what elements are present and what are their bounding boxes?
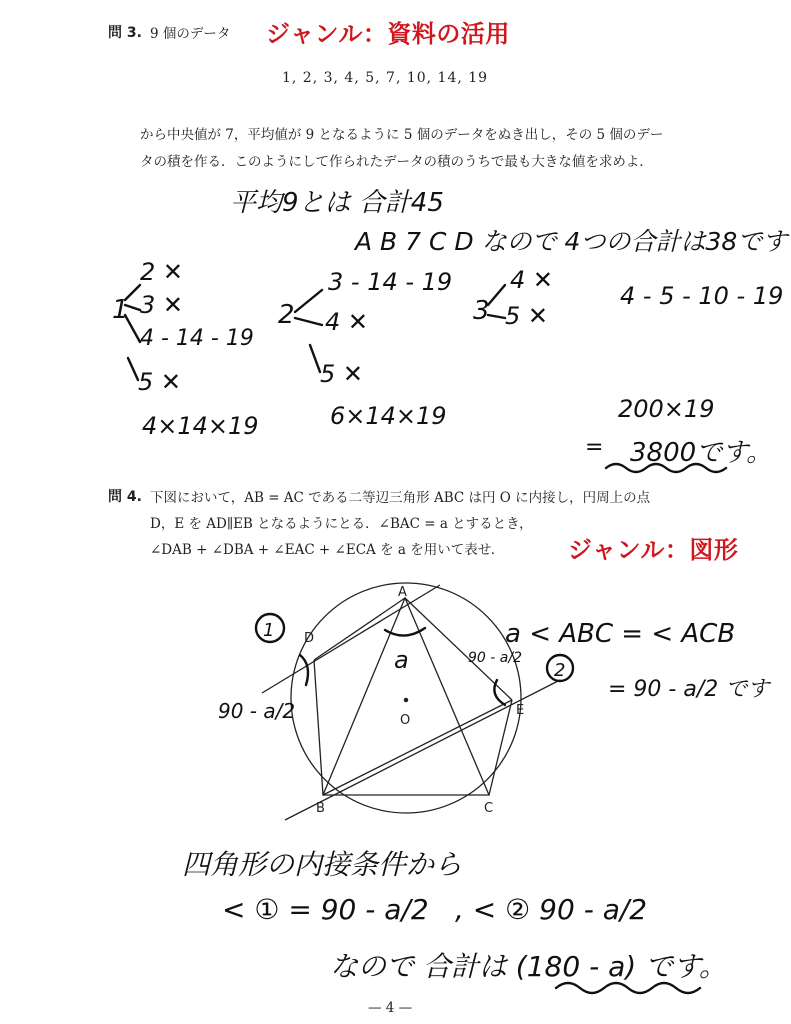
problem-3-text-line1: から中央値が 7，平均値が 9 となるように 5 個のデータをぬき出し，その 5 個のデー [140,127,664,143]
problem-3-strokes [0,0,791,500]
label-b: B [316,801,325,816]
tree3-stroke [488,315,505,318]
problem-4-text-line2: D，E を AD∥EB となるようにとる．∠BAC = a とするとき， [150,516,533,532]
tree1-branch-4: 4 - 14 - 19 [140,326,254,351]
geometry-figure [0,570,791,850]
tree1-branch-2: 2 ✕ [140,258,184,286]
product-2: 6×14×19 [330,402,447,430]
answer-3800: 3800です。 [630,438,773,468]
tree2-branch-5: 5 ✕ [320,360,364,388]
label-e: E [516,703,525,718]
tree1-stroke [125,305,140,310]
equals-sign: = [585,435,604,460]
tree1-stroke [128,358,138,380]
line-eb-extended [285,680,560,820]
genre-label-q4: ジャンル：図形 [568,536,739,564]
problem-3-number: 問 3. [108,25,142,41]
problem-3-title: 9 個のデータ [150,26,231,42]
note-90-minus-a-half: = 90 - a/2 です [608,677,770,702]
tree1-root: 1 [112,295,129,325]
problem-4-text-line1: 下図において，AB = AC である二等辺三角形 ABC は円 O に内接し，円周上の点 [150,490,651,506]
center-dot [404,698,407,701]
circle-mark-2-label: 2 [554,660,566,681]
angle-arc-d [300,655,308,685]
circle-mark-1-label: 1 [263,620,275,641]
page-number: — 4 — [368,1000,413,1016]
tree1-branch-5: 5 ✕ [138,368,182,396]
note-option-4-5-10-19: 4 - 5 - 10 - 19 [620,282,784,310]
label-c: C [484,801,494,816]
tree2-stroke [295,290,322,312]
answer-underline [606,464,726,472]
tree2-stroke [310,345,320,372]
note-average: 平均9とは 合計45 [230,188,444,218]
tree1-branch-3: 3 ✕ [140,291,184,319]
tree1-stroke [125,285,140,300]
conclusion-line2b: , < ② 90 - a/2 [455,893,648,926]
note-abcd: A B 7 C D なので 4つの合計は38です [355,227,788,256]
product-3: 200×19 [618,395,715,423]
label-o: O [400,713,411,728]
angle-a-note: a [394,646,409,674]
conclusion-line2a: < ① = 90 - a/2 [222,893,429,926]
label-d: D [304,631,315,646]
tree3-root: 3 [473,296,490,326]
note-left-angle: 90 - a/2 [218,699,296,723]
problem-4-text-line3: ∠DAB + ∠DBA + ∠EAC + ∠ECA を a を用いて表せ． [150,542,505,558]
tree2-branch-4: 4 ✕ [325,308,369,336]
tree2-branch-3: 3 - 14 - 19 [328,268,453,296]
angle-arc-a [385,628,425,636]
tree3-branch-4: 4 ✕ [510,266,554,294]
segment-ad [314,598,405,660]
conclusion-line3: なので 合計は (180 - a) です。 [330,950,727,983]
problem-4-number: 問 4. [108,489,142,505]
tree3-branch-5: 5 ✕ [505,302,549,330]
data-list: 1, 2, 3, 4, 5, 7, 10, 14, 19 [282,70,489,86]
triangle-abc [323,598,489,795]
line-ad-extended [262,585,440,693]
product-1: 4×14×19 [142,412,259,440]
label-a: A [398,585,407,600]
genre-label-q3: ジャンル：資料の活用 [266,20,510,48]
conclusion-underline-svg [0,960,791,1000]
conclusion-underline [556,983,700,993]
problem-3-text-line2: タの積を作る．このようにして作られたデータの積のうちで最も大きな値を求めよ． [140,154,653,170]
tree2-root: 2 [278,300,295,330]
tree3-stroke [488,285,505,305]
note-right-angle: 90 - a/2 [468,650,522,666]
conclusion-line1: 四角形の内接条件から [182,848,463,881]
note-abc-acb: a < ABC = < ACB [505,619,736,649]
segment-be [323,700,512,795]
tree1-stroke [125,315,140,342]
tree2-stroke [295,318,322,325]
segment-db [314,660,323,795]
